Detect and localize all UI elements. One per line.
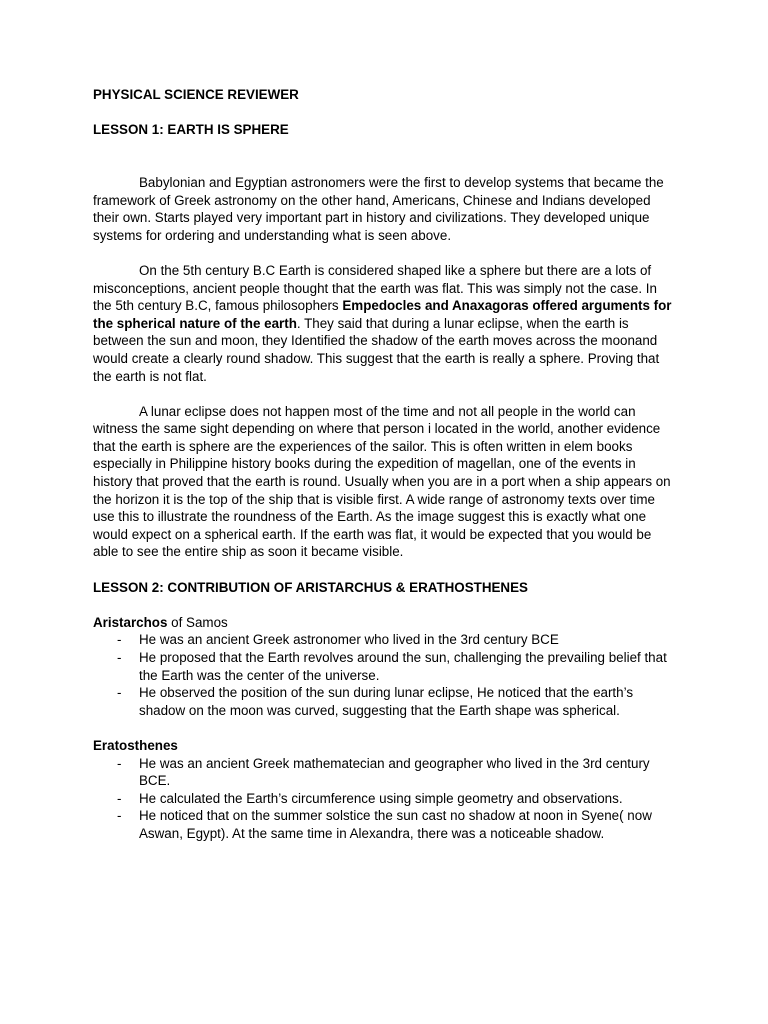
list-item — [117, 807, 675, 842]
list-item — [117, 649, 675, 684]
lesson2-heading: LESSON 2: CONTRIBUTION OF ARISTARCHUS & ERATHOSTHENES — [93, 579, 528, 595]
list-item-text: He observed the position of the sun during lunar eclipse, He noticed that the earth’s shadow on the moon was curved, suggesting that the Earth shape was spherical. — [139, 685, 634, 718]
dash-marker: - — [117, 790, 122, 806]
dash-marker: - — [117, 632, 122, 648]
paragraph-2-text-end: . They said that during a lunar eclipse, when the earth is between the sun and moon, they Identified the shadow of the earth moves across the moonand would create a clearly round shadow. This suggest that the earth is really a sphere. Proving that the earth is not flat. — [93, 315, 660, 384]
aristarchos-heading — [93, 614, 675, 632]
list-item-text: He was an ancient Greek mathematecian and geographer who lived in the 3rd century BCE. — [139, 755, 650, 789]
dash-marker: - — [117, 755, 122, 771]
list-item-text: He calculated the Earth’s circumference using simple geometry and observations. — [139, 790, 623, 806]
paragraph-2-bold-text: Empedocles and Anaxagoras offered arguments for the spherical nature of the earth — [93, 298, 672, 331]
list-item-text: He noticed that on the summer solstice the sun cast no shadow at noon in Syene( now Aswan, Egypt). At the same time in Alexandra, there was a noticeable shadow. — [139, 808, 652, 841]
paragraph-2-text-start: On the 5th century B.C Earth is considered shaped like a sphere but there are a lots of misconceptions, ancient people thought that the earth was flat. This was simply not the case. In the 5th century B.C, famous philosophers — [93, 262, 657, 314]
lesson1-paragraph-1: Babylonian and Egyptian astronomers were the first to develop systems that became the framework of Greek astronomy on the other hand, Americans, Chinese and Indians developed their own. Starts played very important part in history and civilizations. They developed unique systems for ordering and understanding what is seen above. — [93, 174, 664, 243]
lesson1-paragraph-3: A lunar eclipse does not happen most of the time and not all people in the world can witness the same sight depending on where that person i located in the world, another evidence that the earth is sphere are the experiences of the sailor. This is often written in elem books especially in Philippine history books during the expedition of magellan, one of the events in history that proved that the earth is round. Usually when you are in a port when a ship appears on the horizon it is the top of the ship that is visible first. A wide range of astronomy texts over time use this to illustrate the roundness of the Earth. As the image suggest this is exactly what one would expect on a spherical earth. If the earth was flat, it would be expected that you would be able to see the entire ship as soon it became visible. — [93, 403, 671, 560]
aristarchos-name: Aristarchos — [93, 614, 168, 630]
list-item — [117, 631, 675, 649]
list-item — [117, 684, 675, 719]
list-item — [117, 755, 675, 790]
aristarchos-bullet-list — [93, 631, 675, 719]
eratosthenes-name: Eratosthenes — [93, 737, 178, 753]
eratosthenes-heading — [93, 737, 675, 755]
list-item-text: He proposed that the Earth revolves around the sun, challenging the prevailing belief that the Earth was the center of the universe. — [139, 650, 667, 683]
list-item-text: He was an ancient Greek astronomer who lived in the 3rd century BCE — [139, 632, 559, 648]
eratosthenes-bullet-list — [93, 755, 675, 843]
lesson1-heading: LESSON 1: EARTH IS SPHERE — [93, 122, 289, 138]
aristarchos-suffix: of Samos — [167, 614, 228, 630]
dash-marker: - — [117, 685, 122, 701]
document-title: PHYSICAL SCIENCE REVIEWER — [93, 87, 299, 102]
dash-marker: - — [117, 650, 122, 665]
dash-marker: - — [117, 808, 122, 824]
list-item — [117, 790, 675, 808]
lesson1-paragraph-2 — [93, 262, 675, 385]
